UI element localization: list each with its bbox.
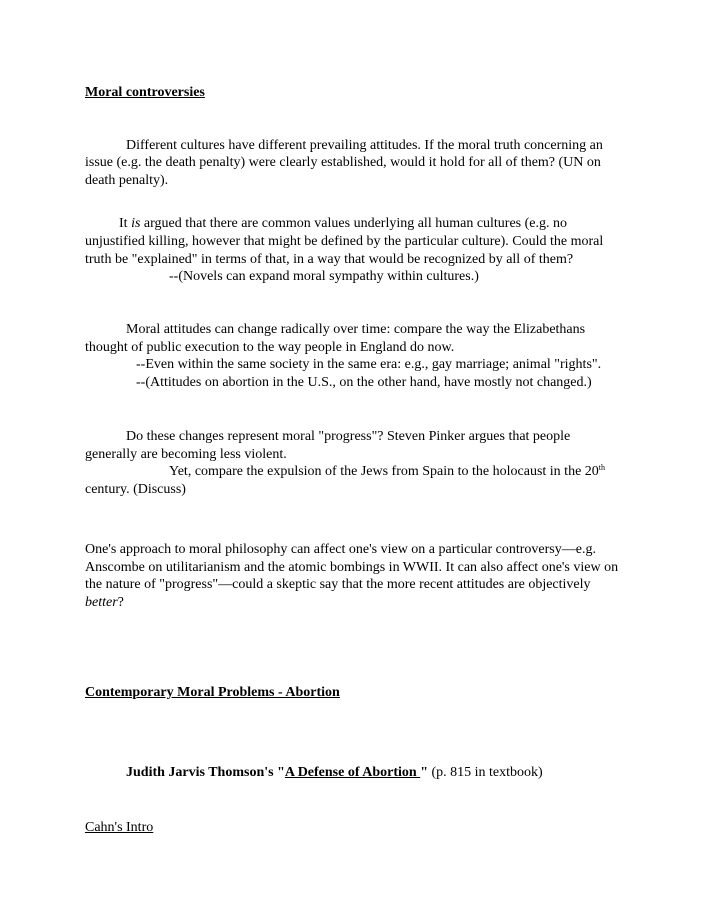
defense-of-abortion-link[interactable]: A Defense of Abortion bbox=[284, 765, 421, 780]
heading-contemporary-moral-problems: Contemporary Moral Problems - Abortion bbox=[85, 685, 340, 700]
text-line: --(Novels can expand moral sympathy within cultures.) bbox=[169, 269, 479, 284]
text-line: better? bbox=[85, 595, 124, 610]
text-line: death penalty). bbox=[85, 173, 169, 188]
text-line: issue (e.g. the death penalty) were clearly established, would it hold for all of them? (UN on bbox=[85, 155, 601, 170]
text-line: the nature of "progress"—could a skeptic say that the more recent attitudes are objectively bbox=[85, 577, 591, 592]
text-line: Do these changes represent moral "progress"? Steven Pinker argues that people bbox=[126, 429, 571, 444]
text-line: One's approach to moral philosophy can affect one's view on a particular controversy—e.g. bbox=[85, 542, 596, 557]
cahns-intro-link[interactable]: Cahn's Intro bbox=[85, 820, 154, 835]
text-line: century. (Discuss) bbox=[85, 482, 186, 497]
heading-moral-controversies: Moral controversies bbox=[85, 85, 205, 100]
text-line: Yet, compare the expulsion of the Jews from Spain to the holocaust in the 20th bbox=[169, 463, 606, 479]
author-name: Judith Jarvis Thomson's bbox=[126, 765, 274, 780]
text-line: unjustified killing, however that might be defined by the particular culture). Could the moral bbox=[85, 234, 604, 249]
text-line: Moral attitudes can change radically over time: compare the way the Elizabethans bbox=[126, 322, 586, 337]
text-line: thought of public execution to the way people in England do now. bbox=[85, 340, 455, 355]
text-line: --(Attitudes on abortion in the U.S., on the other hand, have mostly not changed.) bbox=[136, 375, 592, 390]
text-line: It is argued that there are common values underlying all human cultures (e.g. no bbox=[119, 216, 568, 231]
text-line: generally are becoming less violent. bbox=[85, 447, 287, 462]
text-line: Anscombe on utilitarianism and the atomic bombings in WWII. It can also affect one's view on bbox=[85, 560, 619, 575]
superscript: th bbox=[598, 463, 606, 472]
text-line: --Even within the same society in the same era: e.g., gay marriage; animal "rights". bbox=[136, 357, 602, 372]
emphasis: is bbox=[131, 216, 141, 231]
textbook-page-note: (p. 815 in textbook) bbox=[427, 765, 543, 780]
reading-thomson: Judith Jarvis Thomson's "A Defense of Abortion " (p. 815 in textbook) bbox=[126, 765, 543, 780]
text-line: truth be "explained" in terms of that, in a way that would be recognized by all of them? bbox=[85, 252, 574, 267]
emphasis: better bbox=[85, 595, 118, 610]
text-line: Different cultures have different prevailing attitudes. If the moral truth concerning an bbox=[126, 138, 603, 153]
